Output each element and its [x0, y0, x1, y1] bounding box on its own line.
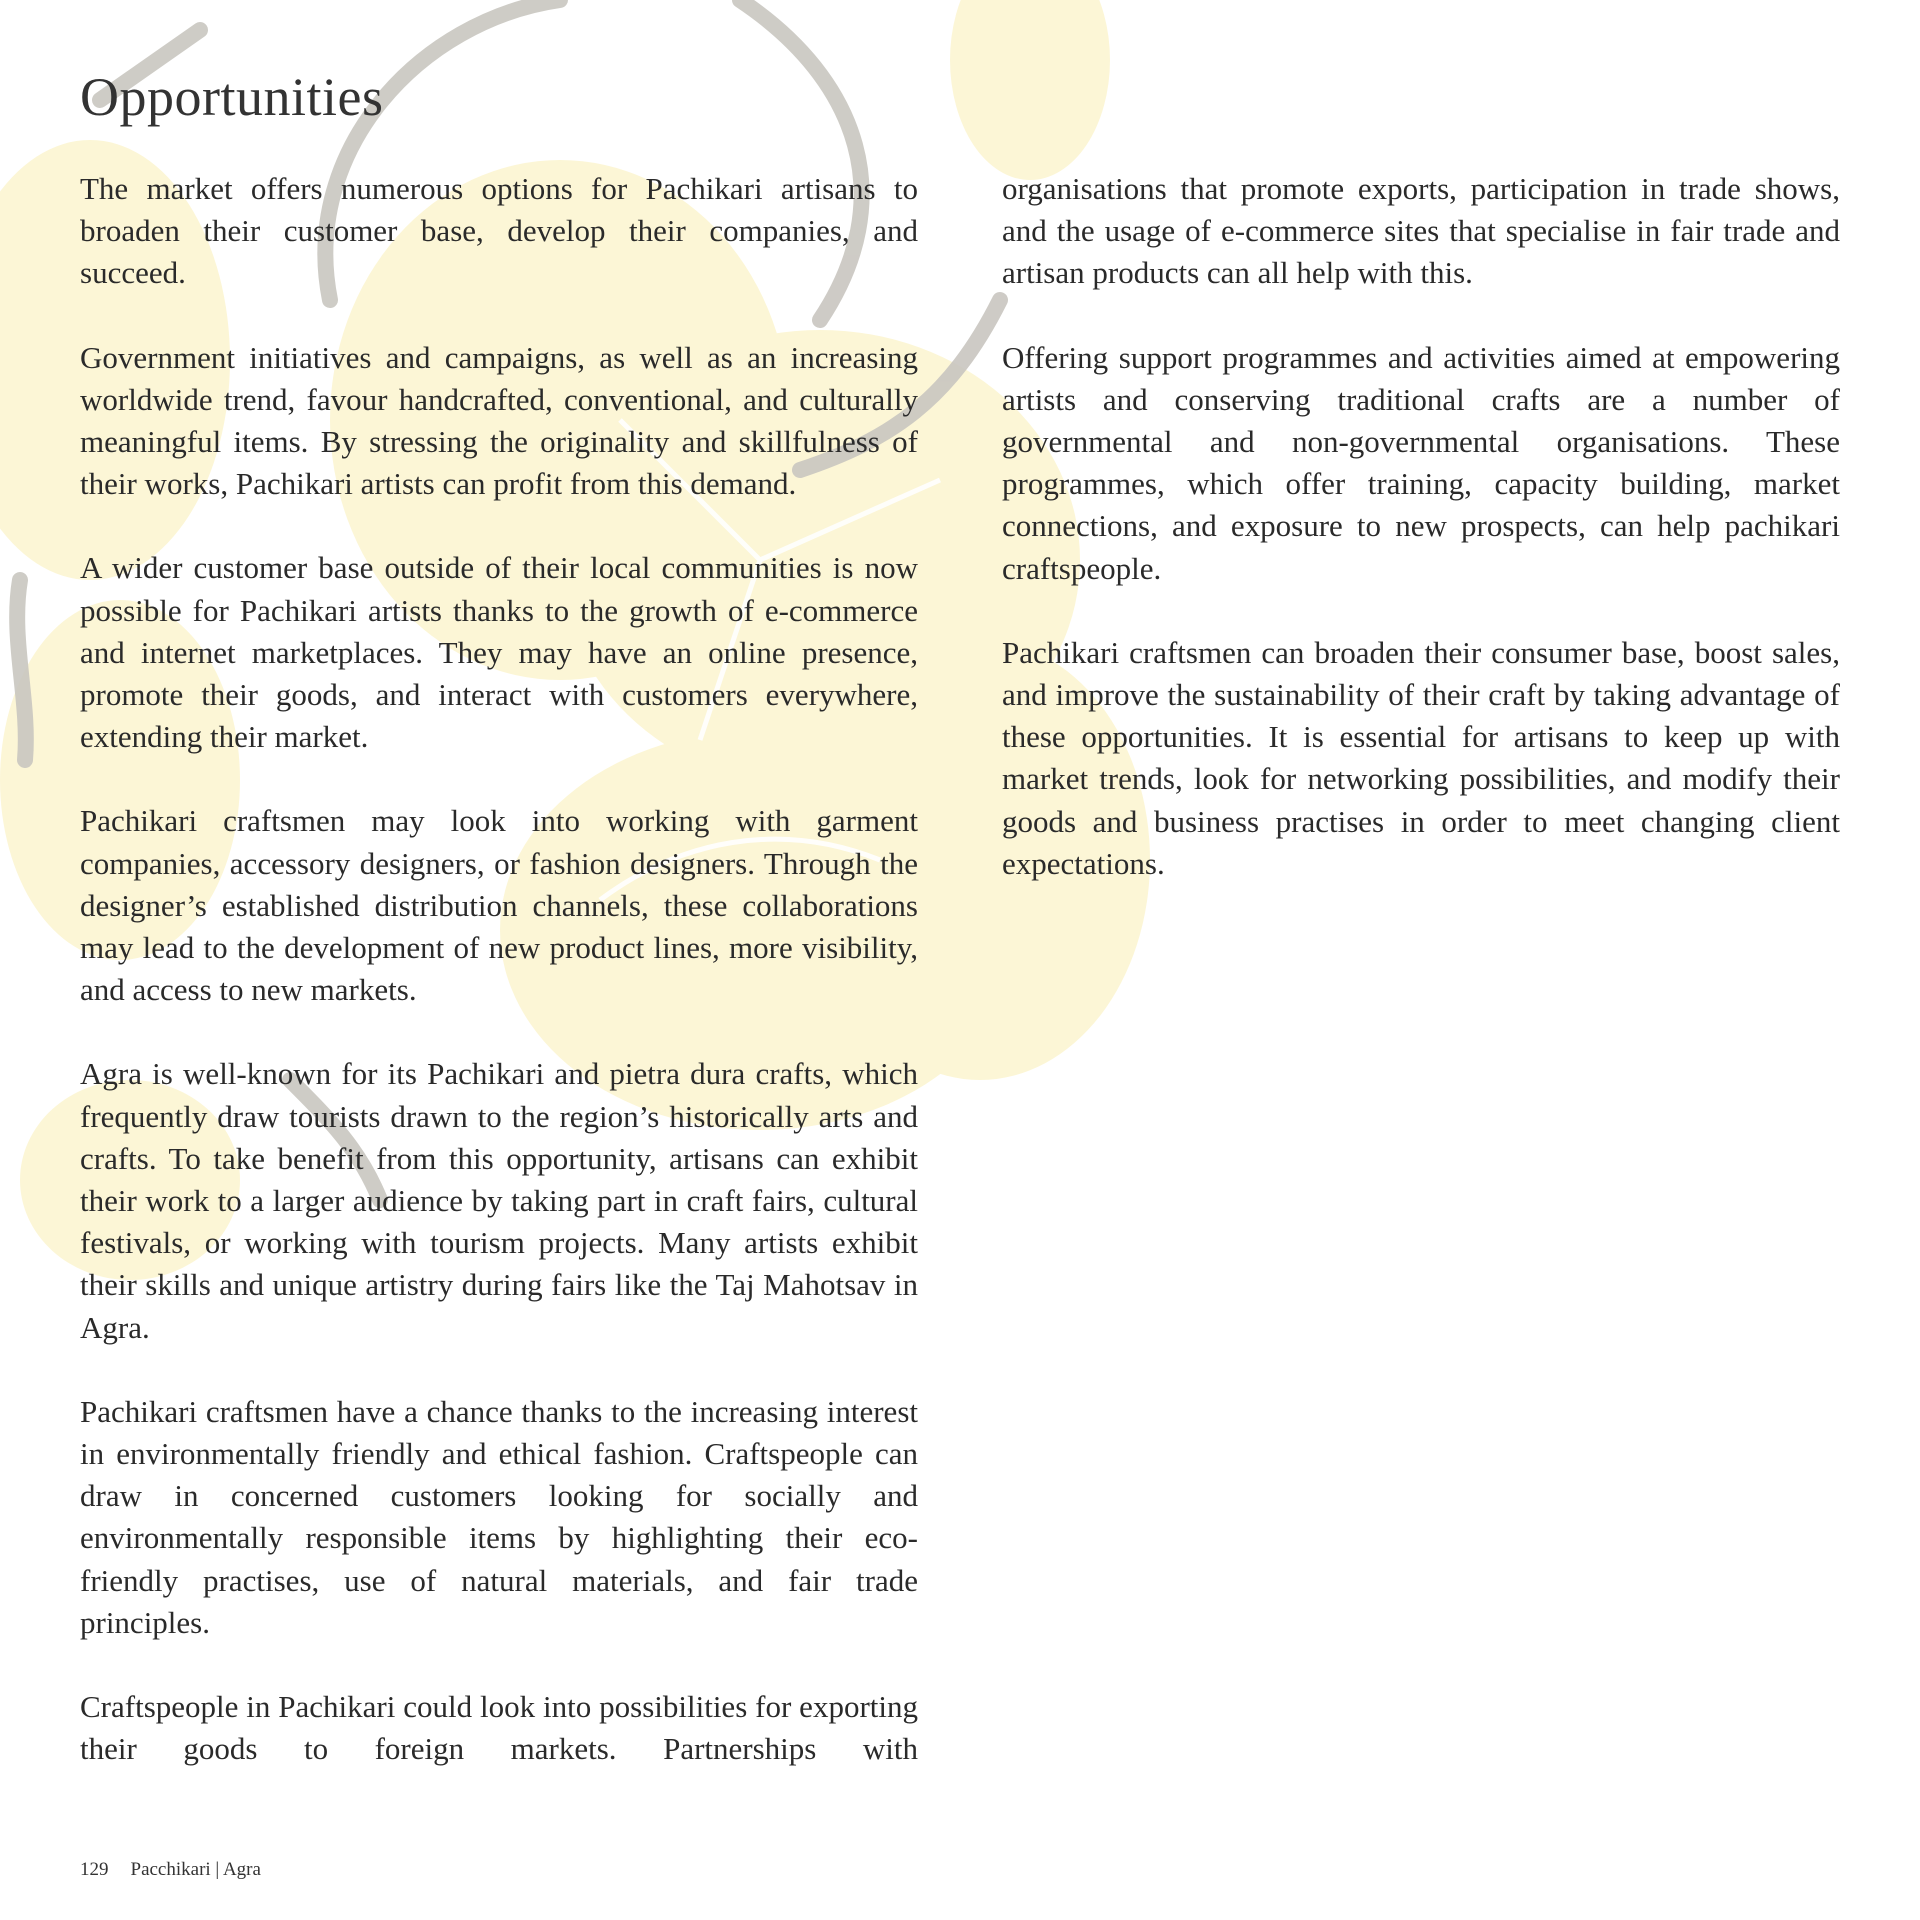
paragraph: Government initiatives and campaigns, as well as an increasing worldwide trend, favour handcrafted, conventional, and culturally meaningful items. By stressing the originality and skillfulness of their works, Pachikari artists can profit from this demand. — [80, 339, 918, 502]
paragraph: Pachikari craftsmen have a chance thanks to the increasing interest in environmentally friendly and ethical fashion. Craftspeople can draw in concerned customers looking for socially and environmentally responsible items by highlighting their eco-friendly practises, use of natural materials, and fair trade principles. — [80, 1393, 918, 1640]
running-title: Pacchikari | Agra — [130, 1859, 261, 1880]
page-number: 129 — [80, 1859, 109, 1880]
paragraph: Agra is well-known for its Pachikari and pietra dura crafts, which frequently draw tourists drawn to the region’s historically arts and crafts. To take benefit from this opportunity, artisans can exhibit their work to a larger audience by taking part in craft fairs, cultural festivals, or working with tourism projects. Many artists exhibit their skills and unique artistry during fairs like the Taj Mahotsav in Agra. — [80, 1056, 918, 1345]
paragraph: Offering support programmes and activities aimed at empowering artists and conserving traditional crafts are a number of governmental and non-governmental organisations. These programmes, which offer training, capacity building, market connections, and exposure to new prospects, can help pachikari craftspeople. — [1002, 339, 1840, 586]
page-title: Opportunities — [80, 67, 384, 127]
paragraph: Pachikari craftsmen may look into working with garment companies, accessory designers, or fashion designers. Through the designer’s established distribution channels, these collaborations may lead to the development of new product lines, more visibility, and access to new markets. — [80, 803, 918, 1008]
paragraph-continued: Craftspeople in Pachikari could look into possibilities for exporting their goods to foreign markets. Partnerships with — [80, 1689, 918, 1767]
paragraph: The market offers numerous options for Pachikari artisans to broaden their customer base, develop their companies, and succeed. — [80, 171, 918, 291]
paragraph: organisations that promote exports, participation in trade shows, and the usage of e-commerce sites that specialise in fair trade and artisan products can all help with this. — [1002, 171, 1840, 291]
paragraph: A wider customer base outside of their local communities is now possible for Pachikari artists thanks to the growth of e-commerce and internet marketplaces. They may have an online presence, promote their goods, and interact with customers everywhere, extending their market. — [80, 550, 918, 755]
paragraph: Pachikari craftsmen can broaden their consumer base, boost sales, and improve the sustainability of their craft by taking advantage of these opportunities. It is essential for artisans to keep up with market trends, look for networking possibilities, and modify their goods and business practises in order to meet changing client expectations. — [1002, 634, 1840, 881]
page-footer — [80, 1859, 283, 1881]
right-text-column — [1002, 168, 1840, 927]
left-text-column — [80, 168, 918, 1771]
